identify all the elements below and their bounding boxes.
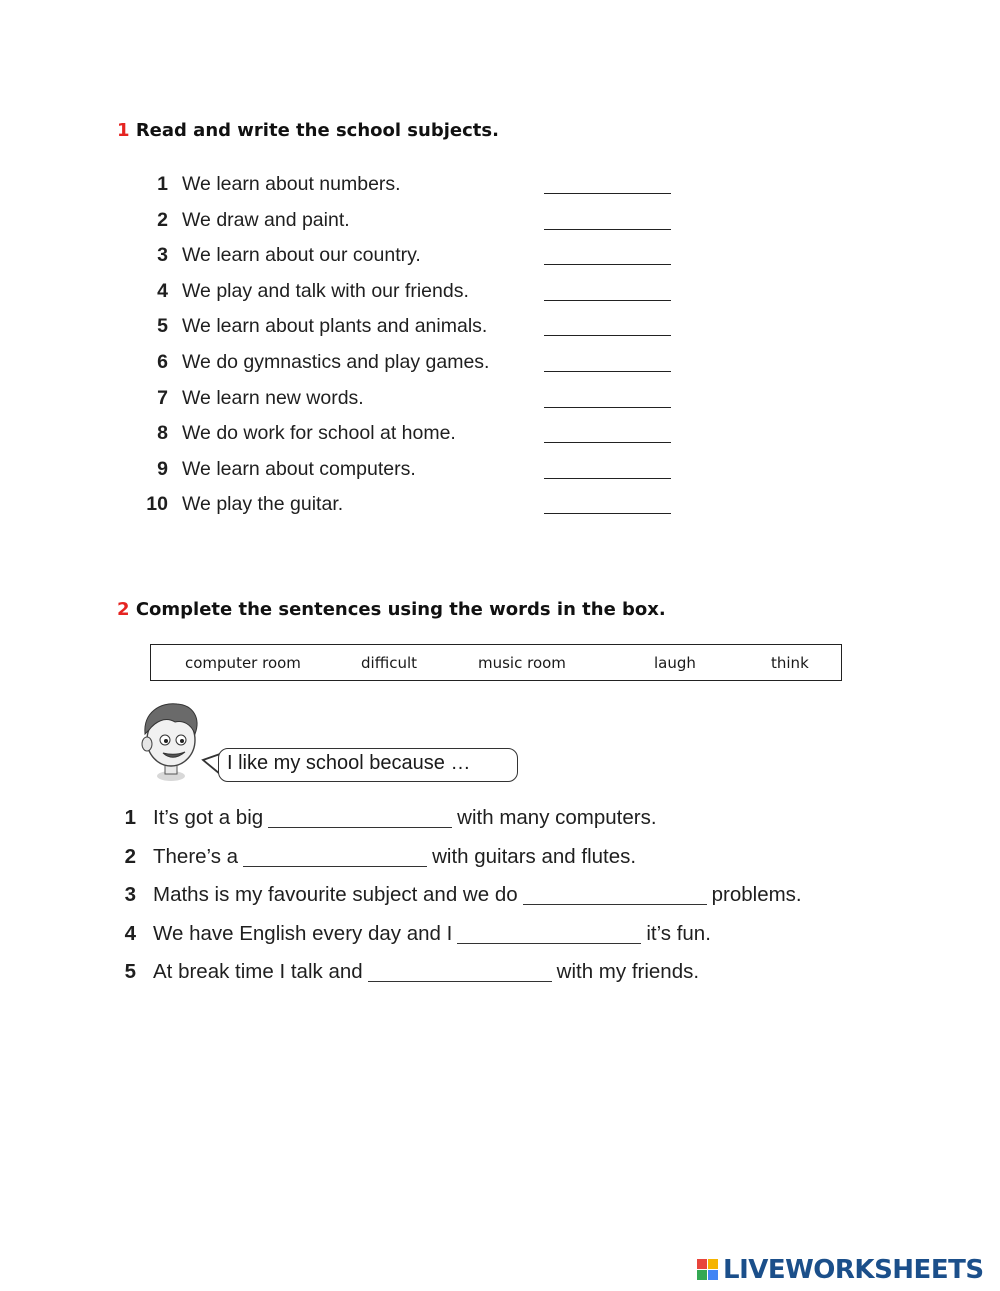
sentence-item	[118, 839, 878, 878]
boy-illustration	[135, 700, 205, 782]
sentence-item	[118, 916, 878, 955]
item-text: We learn new words.	[182, 386, 364, 409]
word-box-item: laugh	[654, 654, 696, 672]
list-item	[140, 417, 700, 453]
item-number: 3	[157, 244, 168, 267]
sentence-number: 3	[124, 883, 136, 907]
exercise-number: 1	[117, 120, 130, 141]
exercise-instruction: Read and write the school subjects.	[135, 120, 499, 141]
list-item	[140, 346, 700, 382]
sentence-after: with guitars and flutes.	[432, 844, 637, 868]
sentence-item	[118, 800, 878, 839]
list-item	[140, 453, 700, 489]
exercise-2-heading	[117, 599, 666, 620]
sentence-item	[118, 877, 878, 916]
sentence-after: it’s fun.	[646, 921, 711, 945]
sentence-before: At break time I talk and	[153, 960, 363, 984]
word-box	[150, 644, 842, 681]
item-text: We learn about numbers.	[182, 173, 401, 195]
item-number: 9	[157, 457, 168, 480]
word-box-item: music room	[478, 654, 566, 672]
answer-blank[interactable]	[544, 229, 671, 230]
sentence-number: 1	[124, 806, 136, 829]
exercise-1-list	[140, 168, 700, 524]
item-text: We learn about computers.	[182, 457, 416, 480]
item-text: We learn about plants and animals.	[182, 315, 488, 338]
list-item	[140, 310, 700, 346]
sentence-text	[153, 960, 699, 984]
item-number: 6	[157, 350, 168, 373]
list-item	[140, 168, 700, 204]
answer-blank[interactable]	[544, 300, 671, 301]
fill-blank[interactable]	[243, 866, 427, 867]
fill-blank[interactable]	[523, 904, 707, 905]
sentence-number: 4	[124, 921, 136, 945]
sentence-text	[153, 922, 711, 946]
sentence-number: 5	[124, 960, 136, 984]
fill-blank[interactable]	[268, 827, 452, 828]
sentence-after: with my friends.	[556, 960, 700, 984]
fill-blank[interactable]	[368, 981, 552, 982]
sentence-after: problems.	[711, 883, 802, 907]
exercise-2-list	[118, 800, 878, 993]
item-number: 7	[157, 386, 168, 409]
item-text: We play and talk with our friends.	[182, 279, 469, 302]
item-number: 1	[157, 173, 168, 195]
exercise-number: 2	[117, 599, 130, 620]
item-number: 8	[157, 422, 168, 445]
item-text: We do gymnastics and play games.	[182, 350, 490, 373]
word-box-item: think	[771, 654, 809, 672]
list-item	[140, 239, 700, 275]
answer-blank[interactable]	[544, 407, 671, 408]
fill-blank[interactable]	[457, 943, 641, 944]
sentence-text	[153, 883, 802, 907]
answer-blank[interactable]	[544, 442, 671, 443]
answer-blank[interactable]	[544, 513, 671, 514]
answer-blank[interactable]	[544, 264, 671, 265]
logo-blocks-icon	[697, 1259, 719, 1281]
list-item	[140, 488, 700, 524]
answer-blank[interactable]	[544, 478, 671, 479]
answer-blank[interactable]	[544, 193, 671, 194]
sentence-text	[153, 845, 636, 869]
speech-bubble: I like my school because …	[218, 748, 518, 782]
sentence-before: Maths is my favourite subject and we do	[153, 883, 518, 907]
item-text: We learn about our country.	[182, 244, 421, 267]
sentence-before: We have English every day and I	[153, 921, 453, 945]
list-item	[140, 275, 700, 311]
sentence-before: It’s got a big	[153, 806, 264, 829]
answer-blank[interactable]	[544, 335, 671, 336]
sentence-text	[153, 806, 657, 830]
word-box-item: computer room	[185, 654, 301, 672]
item-text: We play the guitar.	[182, 493, 344, 516]
list-item	[140, 382, 700, 418]
list-item	[140, 204, 700, 240]
exercise-1-heading	[117, 120, 499, 141]
exercise-instruction: Complete the sentences using the words in the box.	[135, 599, 666, 620]
item-text: We do work for school at home.	[182, 422, 456, 445]
sentence-before: There’s a	[153, 844, 239, 868]
sentence-number: 2	[124, 844, 136, 868]
logo-text: LIVEWORKSHEETS	[723, 1255, 984, 1285]
sentence-after: with many computers.	[457, 806, 657, 829]
item-text: We draw and paint.	[182, 208, 350, 231]
item-number: 2	[157, 208, 168, 231]
item-number: 4	[157, 279, 168, 302]
item-number: 10	[146, 493, 168, 516]
item-number: 5	[157, 315, 168, 338]
word-box-item: difficult	[361, 654, 417, 672]
sentence-item	[118, 954, 878, 993]
answer-blank[interactable]	[544, 371, 671, 372]
